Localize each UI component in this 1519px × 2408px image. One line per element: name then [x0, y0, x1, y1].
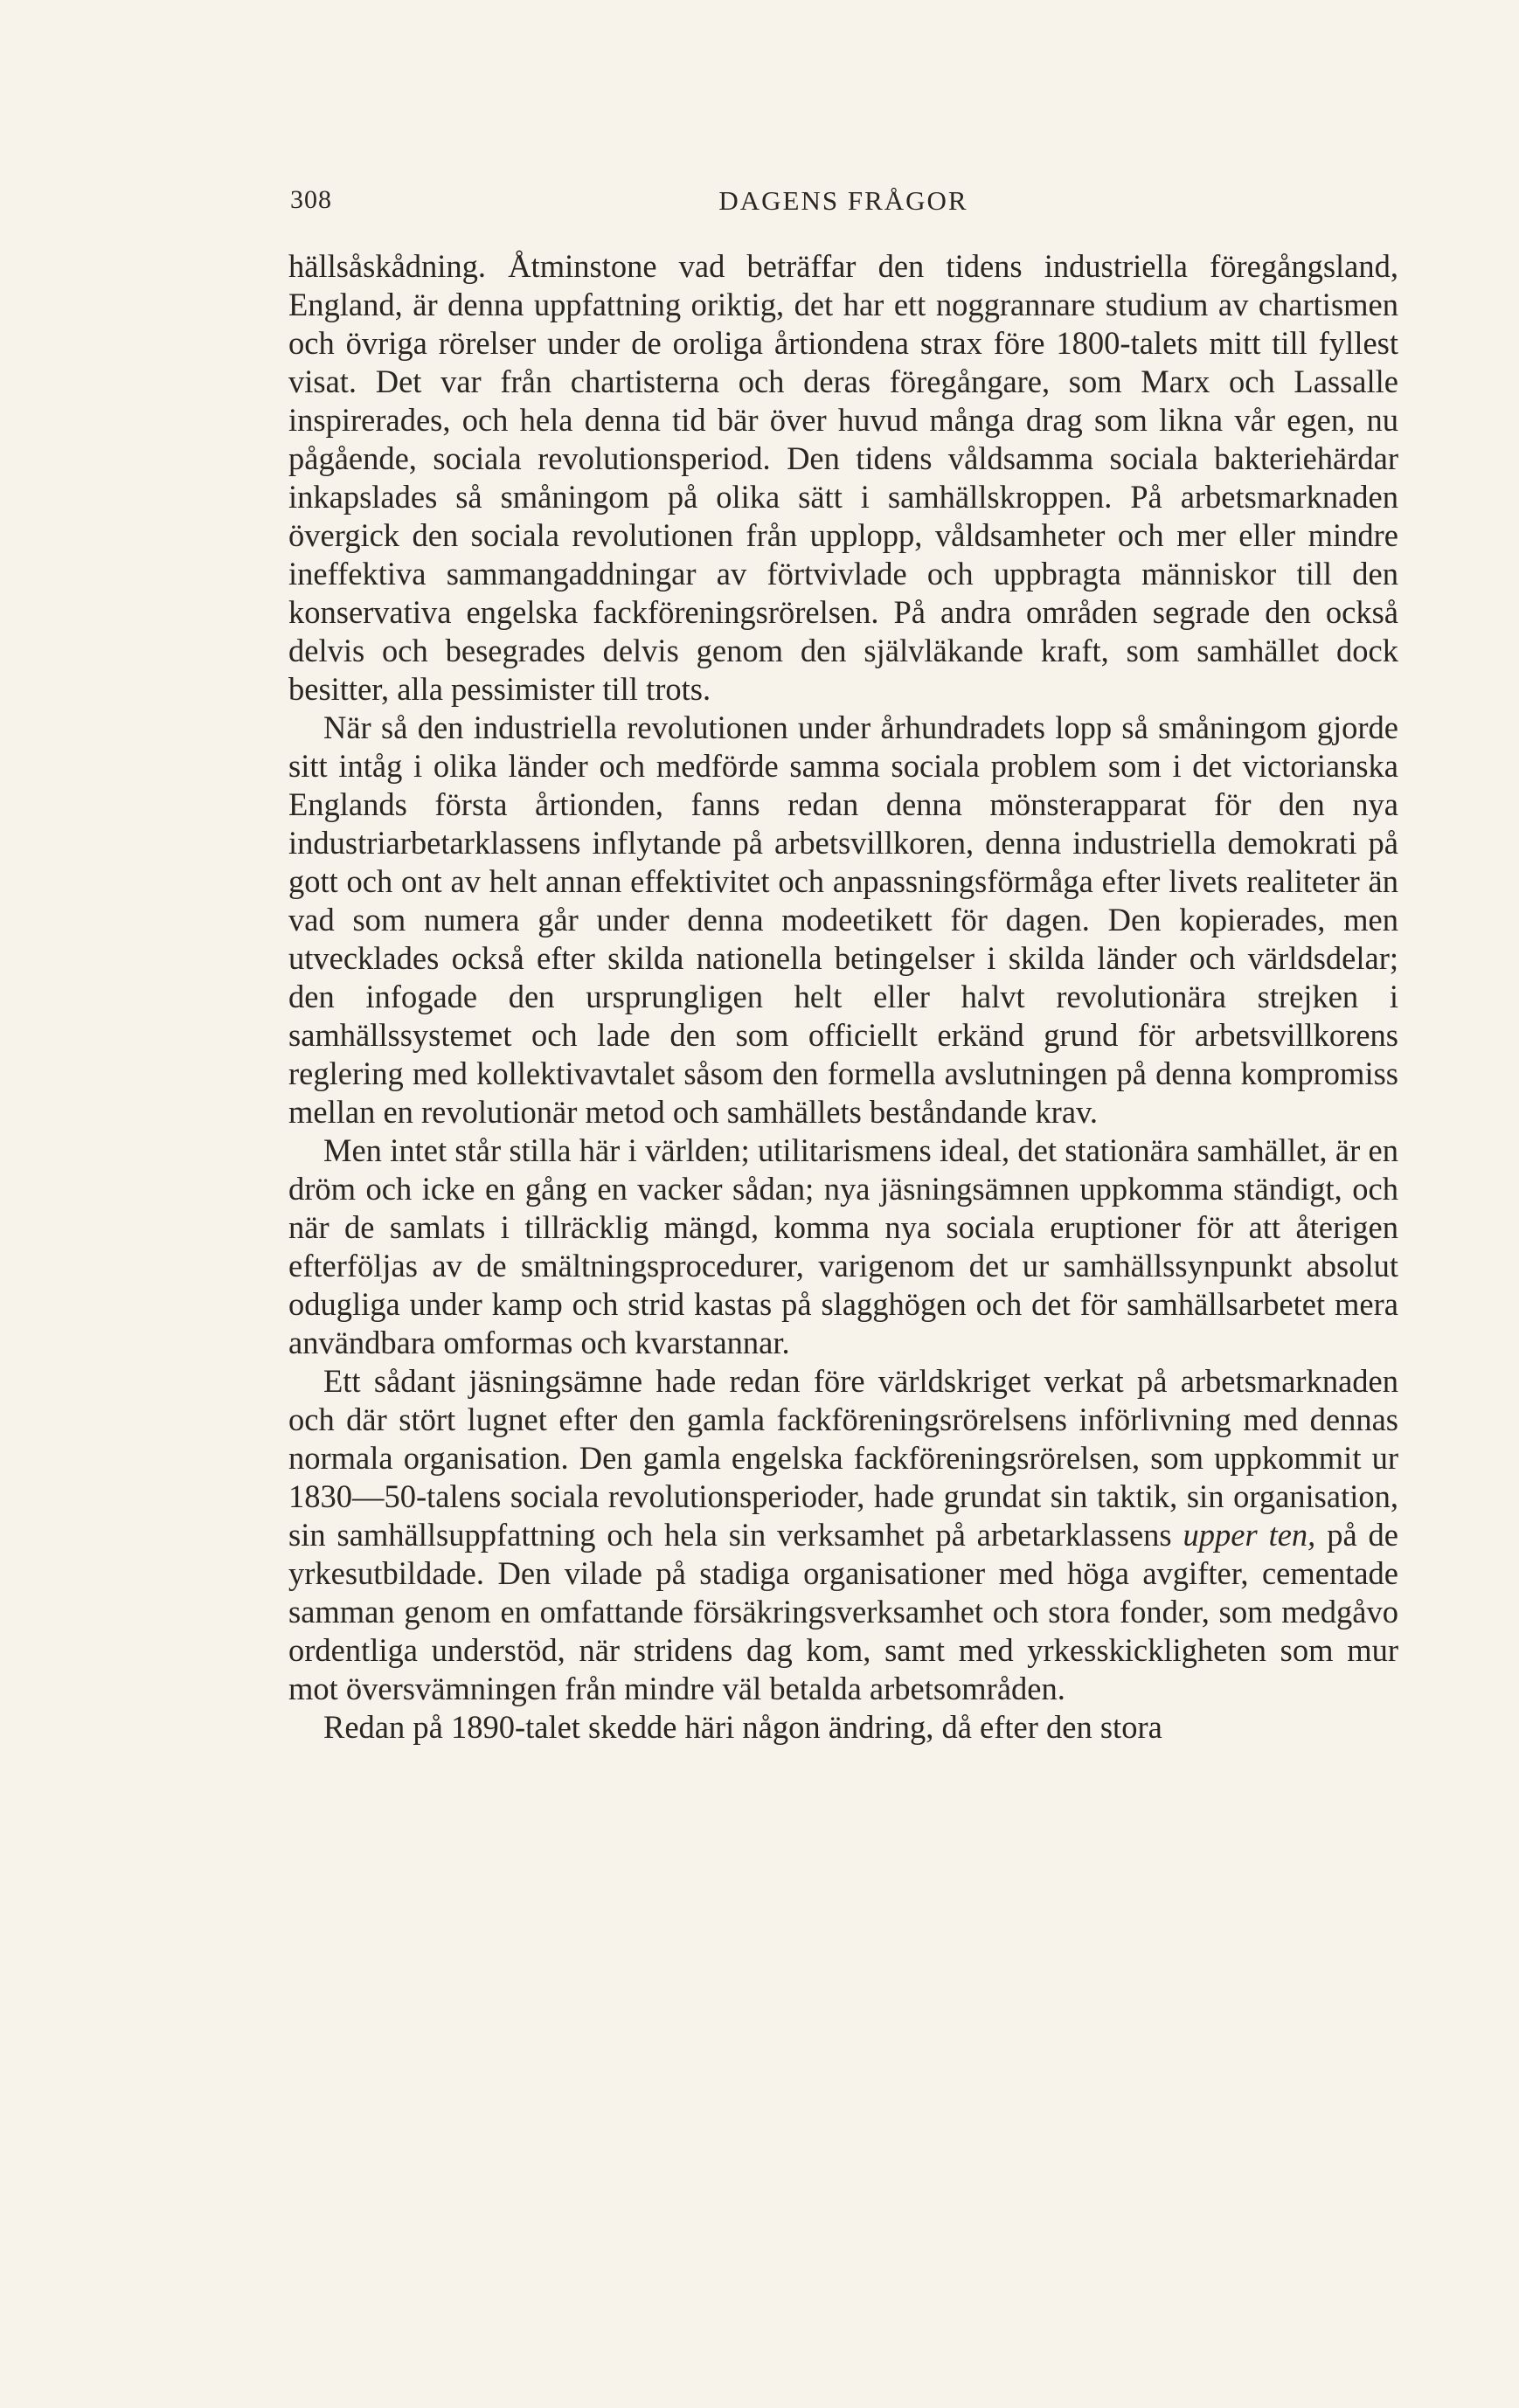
paragraph-1: hällsåskådning. Åtminstone vad beträffar den tidens industriella föregångsland, England, är denna uppfattning oriktig, det har ett noggrannare studium av chartismen och övriga rörelser under de oroliga årtiondena strax före 1800-talets mitt till fyllest visat. Det var från chartisterna och deras föregångare, som Marx och Lassalle inspirerades, och hela denna tid bär över huvud många drag som likna vår egen, nu pågående, sociala revolutionsperiod. Den tidens våldsamma sociala bakteriehärdar inkapslades så småningom på olika sätt i samhällskroppen. På arbetsmarknaden övergick den sociala revolutionen från upplopp, våldsamheter och mer eller mindre ineffektiva sammangaddningar av förtvivlade och uppbragta människor till den konservativa engelska fackföreningsrörelsen. På andra områden segrade den också delvis och besegrades delvis genom den självläkande kraft, som samhället dock besitter, alla pessimister till trots.: [288, 248, 1398, 707]
paragraph-3: Men intet står stilla här i världen; utilitarismens ideal, det stationära samhället, är en dröm och icke en gång en vacker sådan; nya jäsningsämnen uppkomma ständigt, och när de samlats i tillräcklig mängd, komma nya sociala eruptioner för att återigen efterföljas av de smältningsprocedurer, varigenom det ur samhällssynpunkt absolut odugliga under kamp och strid kastas på slagghögen och det för samhällsarbetet mera användbara omformas och kvarstannar.: [288, 1132, 1398, 1360]
body-text: [288, 247, 1398, 1747]
running-title: DAGENS FRÅGOR: [718, 185, 968, 216]
paragraph-2: När så den industriella revolutionen under århundradets lopp så småningom gjorde sitt intåg i olika länder och medförde samma sociala problem som i det victorianska Englands första årtionden, fanns redan denna mönsterapparat för den nya industriarbetarklassens inflytande på arbetsvillkoren, denna industriella demokrati på gott och ont av helt annan effektivitet och anpassningsförmåga efter livets realiteter än vad som numera går under denna modeetikett för dagen. Den kopierades, men utvecklades också efter skilda nationella betingelser i skilda länder och världsdelar; den infogade den ursprungligen helt eller halvt revolutionära strejken i samhällssystemet och lade den som officiellt erkänd grund för arbetsvillkorens reglering med kollektivavtalet såsom den formella avslutningen på denna kompromiss mellan en revolutionär metod och samhällets beståndande krav.: [288, 709, 1398, 1130]
paragraph-4: [288, 1362, 1398, 1708]
page-number: 308: [290, 185, 332, 214]
paragraph-5: Redan på 1890-talet skedde häri någon ändring, då efter den stora: [323, 1709, 1162, 1745]
paragraph-4-italic: upper ten,: [1183, 1517, 1316, 1553]
page-header: [290, 185, 1397, 220]
paragraph-4-text-b: på de yrkesutbildade. Den vilade på stadiga organisationer med höga avgifter, cementade samman genom en omfattande försäkringsverksamhet och stora fonder, som medgåvo ordentliga understöd, när stridens dag kom, samt med yrkesskickligheten som mur mot översvämningen från mindre väl betalda arbetsområden.: [288, 1517, 1399, 1706]
paragraph-4-text-a: Ett sådant jäsningsämne hade redan före världskriget verkat på arbetsmarknaden och där stört lugnet efter den gamla fackföreningsrörelsens införlivning med dennas normala organisation. Den gamla engelska fackföreningsrörelsen, som uppkommit ur 1830—50-talens sociala revolutionsperioder, hade grundat sin taktik, sin organisation, sin samhällsuppfattning och hela sin verksamhet på arbetarklassens: [288, 1363, 1398, 1553]
